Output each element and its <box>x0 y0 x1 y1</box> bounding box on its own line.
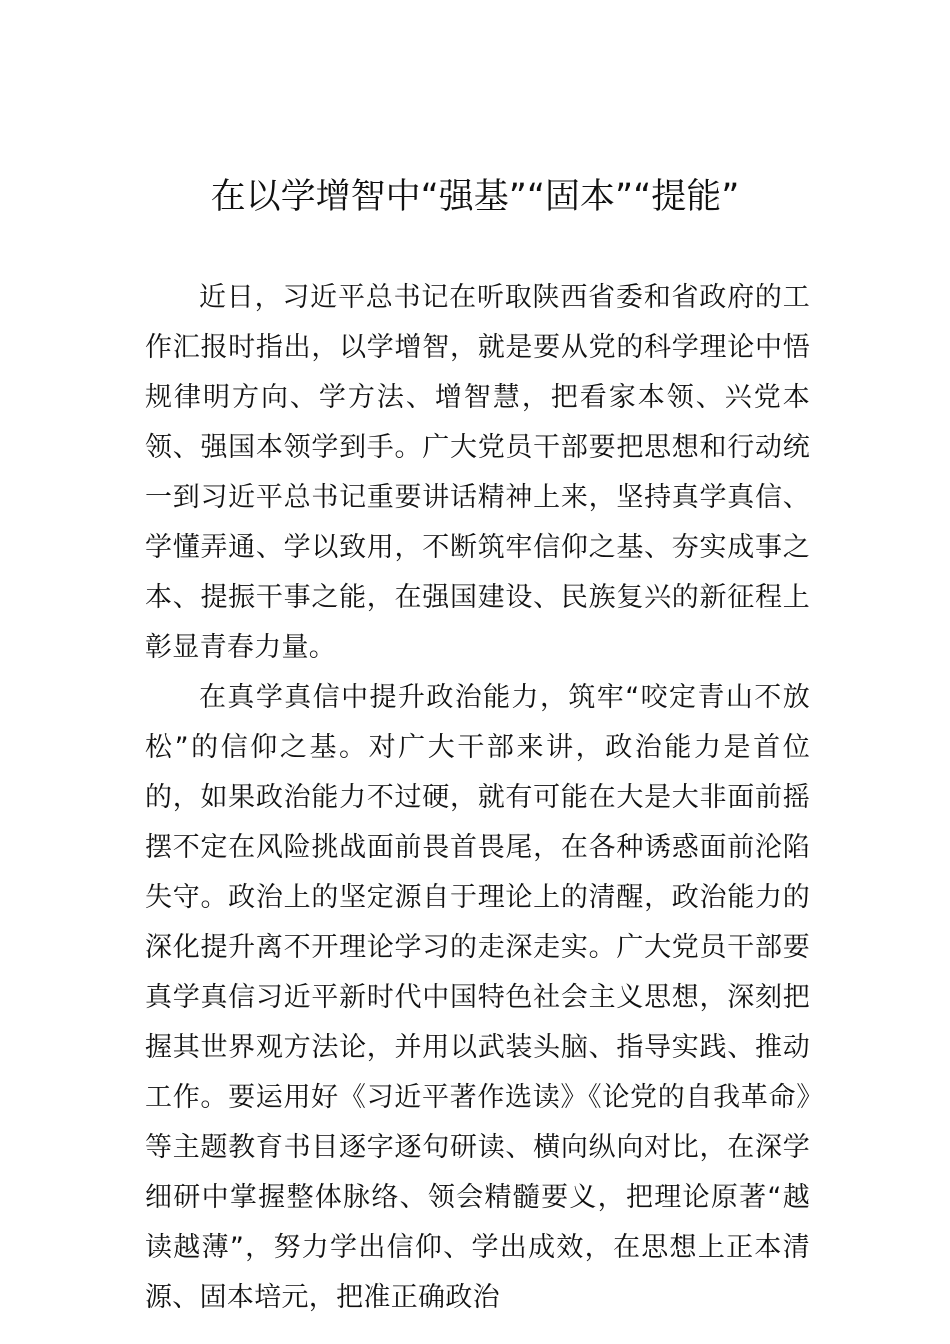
document-body <box>145 273 810 1323</box>
paragraph-political-ability: 在真学真信中提升政治能力，筑牢“咬定青山不放松”的信仰之基。对广大干部来讲，政治能力是首位的，如果政治能力不过硬，就有可能在大是大非面前摇摆不定在风险挑战面前畏首畏尾，在各种诱惑面前沦陷失守。政治上的坚定源自于理论上的清醒，政治能力的深化提升离不开理论学习的走深走实。广大党员干部要真学真信习近平新时代中国特色社会主义思想，深刻把握其世界观方法论，并用以武装头脑、指导实践、推动工作。要运用好《习近平著作选读》《论党的自我革命》等主题教育书目逐字逐句研读、横向纵向对比，在深学细研中掌握整体脉络、领会精髓要义，把理论原著“越读越薄”，努力学出信仰、学出成效，在思想上正本清源、固本培元，把准正确政治 <box>145 682 810 1313</box>
paragraph-intro: 近日，习近平总书记在听取陕西省委和省政府的工作汇报时指出，以学增智，就是要从党的科学理论中悟规律明方向、学方法、增智慧，把看家本领、兴党本领、强国本领学到手。广大党员干部要把思想和行动统一到习近平总书记重要讲话精神上来，坚持真学真信、学懂弄通、学以致用，不断筑牢信仰之基、夯实成事之本、提振干事之能，在强国建设、民族复兴的新征程上彰显青春力量。 <box>145 282 810 663</box>
document-title: 在以学增智中“强基”“固本”“提能” <box>210 177 740 217</box>
